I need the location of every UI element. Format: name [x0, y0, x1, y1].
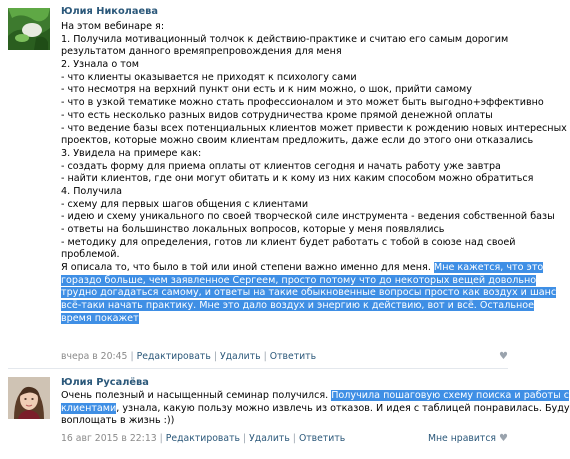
edit-link[interactable]: Редактировать: [136, 351, 211, 362]
selected-text: Получила пошаговую схему поиска и работы с: [331, 390, 569, 401]
like-button[interactable]: [496, 351, 508, 362]
text-line: [61, 287, 557, 300]
text-line: [61, 415, 511, 428]
heart-icon: ♥: [499, 351, 508, 362]
text-line: [61, 122, 567, 136]
text-segment: - что клиенты оказывается не приходят к психологу сами: [61, 71, 357, 83]
text-line: [61, 97, 544, 110]
text-segment: - ответы на большинство локальных вопросов, которые у меня появлялись: [61, 224, 445, 235]
text-line: [61, 236, 516, 250]
selected-text: Мне кажется, что это: [433, 262, 544, 274]
text-segment: - схему для первых шагов общения с клиентами: [61, 198, 309, 210]
comment-meta: 16 авг 2015 в 22:13 | Редактировать | Удалить | Ответить: [61, 433, 346, 444]
text-segment: - создать форму для приема оплаты от клиентов сегодня и начать работу уже завтра: [61, 160, 501, 172]
text-line: [61, 148, 511, 161]
text-segment: Очень полезный и насыщенный семинар получился.: [61, 390, 332, 401]
text-line: [61, 161, 511, 174]
text-line: [61, 402, 570, 416]
text-segment: - что несмотря на верхний пункт они есть и к ним можно, о шок, прийти самому: [61, 84, 472, 96]
text-line: [61, 110, 511, 123]
text-segment: 4. Получила: [61, 185, 123, 197]
reply-link[interactable]: Ответить: [269, 351, 317, 362]
text-line: [61, 249, 511, 262]
like-label: Мне нравится: [427, 433, 497, 444]
selected-text: клиентами: [61, 402, 117, 414]
text-line: [61, 186, 511, 199]
author-name[interactable]: Юлия Николаева: [61, 6, 158, 17]
text-line: [61, 84, 511, 97]
author-name[interactable]: Юлия Русалёва: [61, 377, 149, 388]
avatar[interactable]: [8, 377, 50, 419]
text-line: [61, 313, 511, 326]
text-segment: 3. Увидела на примере как:: [61, 147, 202, 159]
edit-link[interactable]: Редактировать: [165, 433, 240, 444]
text-line: [61, 72, 511, 85]
text-segment: проблемой.: [61, 249, 120, 261]
text-line: [61, 173, 534, 186]
text-segment: Я описала то, что было в той или иной степени важно именно для меня.: [61, 262, 434, 274]
text-line: [61, 34, 511, 47]
text-segment: - что в узкой тематике можно стать профессионалом и это может быть выгодно+эффективно: [61, 97, 544, 109]
text-segment: - идею и схему уникального по своей творческой силе инструмента - ведения собственной базы: [61, 211, 555, 223]
text-segment: - что есть несколько разных видов сотрудничества кроме прямой денежной оплаты: [61, 109, 493, 121]
heart-icon: ♥: [499, 433, 508, 444]
text-segment: - найти клиентов, где они могут обитать и к кому из них каким способом можно обратиться: [61, 173, 534, 185]
avatar[interactable]: [8, 8, 50, 50]
text-segment: , узнала, какую пользу можно извлечь из отказов. И идея с таблицей понравилась. Буду: [116, 402, 570, 414]
selected-text: гораздо больше, чем заявленное Сергеем, просто потому что до некоторых вещей довольно: [61, 274, 537, 286]
text-segment: 2. Узнала о том: [61, 59, 139, 71]
text-segment: 1. Получила мотивационный толчок к действию-практике и считаю его самым дорогим: [61, 33, 509, 45]
text-line: [61, 262, 544, 275]
comment-date[interactable]: 16 авг 2015 в 22:13: [61, 433, 157, 444]
text-line: [61, 211, 555, 224]
text-line: [61, 21, 511, 34]
reply-link[interactable]: Ответить: [298, 433, 346, 444]
text-line: [61, 199, 511, 212]
selected-text: время покажет: [61, 312, 139, 324]
text-segment: - методику для определения, готов ли клиент будет работать с тобой в союзе над своей: [61, 236, 516, 248]
comment-text: [61, 390, 570, 428]
text-segment: результатом данного времяпрепровождения для меня: [61, 46, 342, 58]
text-segment: - что ведение базы всех потенциальных клиентов может привести к рождению новых интересных: [61, 122, 567, 134]
comment-text: [61, 21, 567, 326]
like-button[interactable]: [428, 433, 508, 444]
text-line: [61, 274, 537, 288]
selected-text: трудно догадаться самому, и ответы на такие обыкновенные вопросы просто как воздух и шанс: [61, 287, 557, 299]
text-line: [61, 135, 534, 148]
text-line: [61, 46, 511, 59]
text-line: [61, 224, 511, 237]
text-segment: воплощать в жизнь :)): [61, 415, 175, 427]
text-segment: На этом вебинаре я:: [61, 21, 165, 32]
delete-link[interactable]: Удалить: [249, 433, 290, 444]
comment-meta: вчера в 20:45 | Редактировать | Удалить | Ответить: [61, 351, 317, 362]
text-line: [61, 390, 569, 403]
delete-link[interactable]: Удалить: [219, 351, 261, 362]
text-segment: проектов, которые можно своим клиентам предложить, даже если до этого они отказались: [61, 135, 534, 147]
comment-2: [0, 369, 570, 459]
comment-date[interactable]: вчера в 20:45: [61, 351, 128, 362]
selected-text: всё-таки начать практику. Мне это дало воздух и энергию к действию, вот и всё. Остальное: [61, 300, 535, 312]
text-line: [61, 59, 511, 72]
text-line: [61, 300, 535, 313]
